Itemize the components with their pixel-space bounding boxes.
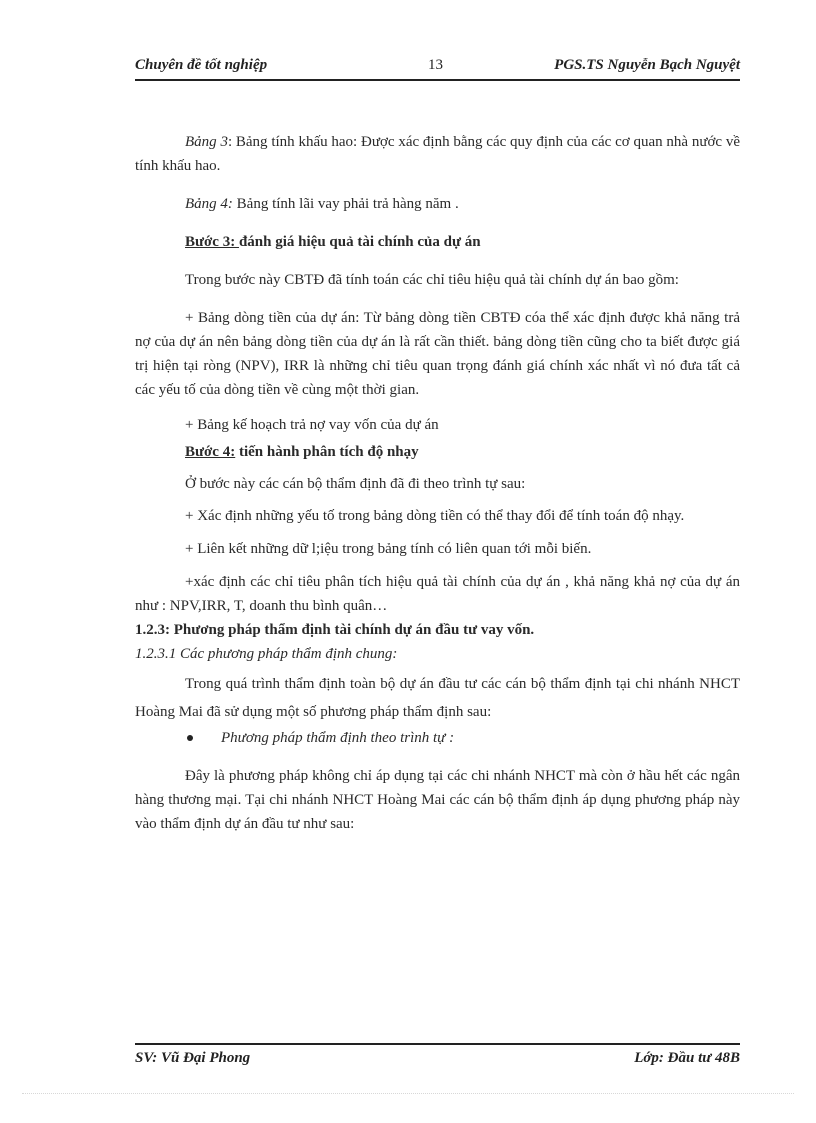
header-page-number: 13	[428, 57, 443, 73]
bullet-text: Phương pháp thẩm định theo trình tự :	[221, 730, 455, 746]
paragraph-cashflow: + Bảng dòng tiền của dự án: Từ bảng dòng tiền CBTĐ cóa thể xác định được khả năng trả nợ của dự án nên bảng dòng tiền của dự án là rất cần thiết. bảng dòng tiền cũng cho ta biết được giá trị hiện tại ròng (NPV), IRR là những chỉ tiêu quan trọng đánh giá chính xác nhất vì nó đưa tất cả các yếu tố của dòng tiền về cùng một thời gian.	[135, 310, 740, 398]
page-body	[135, 130, 740, 836]
table-3-label: Bảng 3	[185, 134, 228, 150]
step-3-text: đánh giá hiệu quả tài chính của dự án	[238, 234, 481, 250]
paragraph-link-data: + Liên kết những dữ l;iệu trong bảng tính có liên quan tới mỗi biến.	[185, 541, 592, 557]
step-4-text: tiến hành phân tích độ nhạy	[235, 444, 419, 460]
header-advisor: PGS.TS Nguyễn Bạch Nguyệt	[554, 57, 740, 73]
footer-student: SV: Vũ Đại Phong	[135, 1050, 251, 1066]
paragraph-table-4	[135, 192, 740, 216]
paragraph-repayment-plan: + Bảng kế hoạch trả nợ vay vốn của dự án	[185, 417, 439, 433]
paragraph-indicators: +xác định các chỉ tiêu phân tích hiệu quả tài chính của dự án , khả năng khả nợ của dự án như : NPV,IRR, T, doanh thu bình quân…	[135, 574, 740, 614]
page-footer	[135, 1043, 740, 1069]
bullet-sequential-method	[135, 726, 740, 750]
step-4-label: Bước 4:	[185, 444, 236, 460]
paragraph-step4-intro: Ở bước này các cán bộ thẩm định đã đi theo trình tự sau:	[185, 476, 526, 492]
paragraph-methods-intro: Trong quá trình thẩm định toàn bộ dự án đầu tư các cán bộ thẩm định tại chi nhánh NHCT Hoàng Mai đã sử dụng một số phương pháp thẩm định sau:	[135, 676, 740, 720]
table-3-text: : Bảng tính khấu hao: Được xác định bằng các quy định của các cơ quan nhà nước về tính khấu hao.	[135, 134, 740, 174]
paragraph-step3-intro: Trong bước này CBTĐ đã tính toán các chỉ tiêu hiệu quả tài chính dự án bao gồm:	[185, 272, 679, 288]
paragraph-sequential-method: Đây là phương pháp không chỉ áp dụng tại các chi nhánh NHCT mà còn ở hầu hết các ngân hàng thương mại. Tại chi nhánh NHCT Hoàng Mai các cán bộ thẩm định áp dụng phương pháp này vào thẩm định dự án đầu tư như sau:	[135, 768, 740, 832]
table-4-text: Bảng tính lãi vay phải trả hàng năm .	[232, 196, 459, 212]
table-4-label: Bảng 4:	[185, 196, 233, 212]
footer-class: Lớp: Đầu tư 48B	[634, 1050, 740, 1066]
paragraph-table-3	[135, 130, 740, 178]
page-edge-divider	[22, 1093, 794, 1094]
section-heading-1-2-3: 1.2.3: Phương pháp thẩm định tài chính dự án đầu tư vay vốn.	[135, 622, 535, 638]
step-4-heading	[135, 440, 740, 464]
paragraph-identify-factors: + Xác định những yếu tố trong bảng dòng tiền có thể thay đổi để tính toán độ nhạy.	[185, 508, 685, 524]
page-header	[135, 57, 740, 81]
header-thesis-title: Chuyên đề tốt nghiệp	[135, 57, 268, 73]
subsection-heading-1-2-3-1: 1.2.3.1 Các phương pháp thẩm định chung:	[135, 646, 398, 662]
step-3-heading	[135, 230, 740, 254]
step-3-label: Bước 3:	[185, 234, 239, 250]
bullet-dot-icon	[187, 735, 193, 741]
